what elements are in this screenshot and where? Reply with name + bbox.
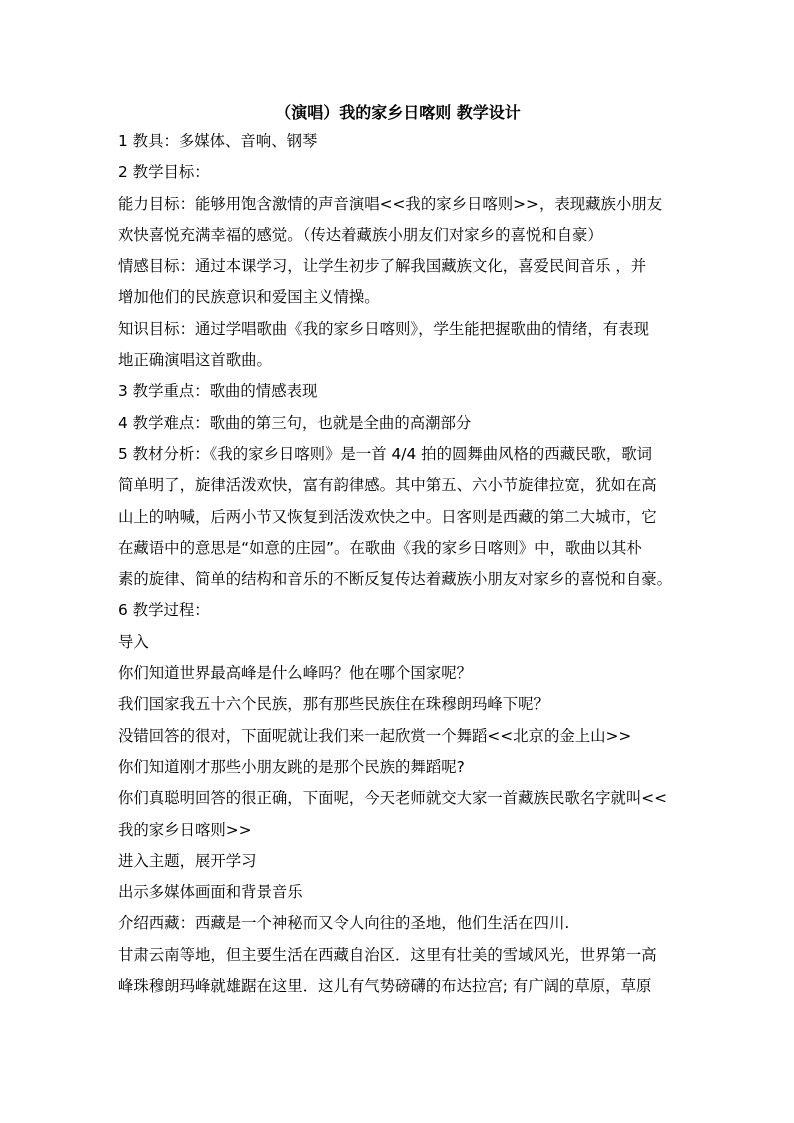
text-line: 地正确演唱这首歌曲。 [118, 351, 272, 370]
text-line: 3 教学重点：歌曲的情感表现 [118, 382, 318, 401]
text-line: 你们知道世界最高峰是什么峰吗？他在哪个国家呢？ [118, 664, 472, 683]
text-line: 知识目标：通过学唱歌曲《我的家乡日喀则》，学生能把握歌曲的情绪，有表现 [118, 319, 649, 338]
text-line: 欢快喜悦充满幸福的感觉。（传达着藏族小朋友们对家乡的喜悦和自豪） [118, 225, 603, 244]
text-line: 我们国家我五十六个民族，那有那些民族住在珠穆朗玛峰下呢？ [118, 695, 549, 714]
text-line: 我的家乡日喀则>> [118, 820, 252, 839]
text-line: 增加他们的民族意识和爱国主义情操。 [118, 288, 380, 307]
text-line: 山上的呐喊，后两小节又恢复到活泼欢快之中。日客则是西藏的第二大城市，它 [118, 507, 657, 526]
text-line: 情感目标：通过本课学习，让学生初步了解我国藏族文化，喜爱民间音乐 ，并 [118, 257, 647, 276]
text-line: 介绍西藏：西藏是一个神秘而又令人向往的圣地，他们生活在四川. [118, 914, 570, 933]
text-line: 甘肃云南等地，但主要生活在西藏自治区．这里有壮美的雪域风光，世界第一高 [118, 945, 657, 964]
text-line: 6 教学过程： [118, 601, 210, 620]
text-line: 进入主题，展开学习 [118, 851, 257, 870]
text-line: 简单明了，旋律活泼欢快，富有韵律感。其中第五、六小节旋律拉宽，犹如在高 [118, 476, 657, 495]
document-body [118, 126, 688, 1002]
text-line: 1 教具：多媒体、音响、钢琴 [118, 132, 318, 150]
text-line: 导入 [118, 632, 149, 651]
text-line: 峰珠穆朗玛峰就雄踞在这里．这儿有气势磅礴的布达拉宫; 有广阔的草原，草原 [118, 977, 652, 996]
text-line: 能力目标：能够用饱含激情的声音演唱<<我的家乡日喀则>>，表现藏族小朋友 [118, 194, 663, 213]
text-line: 出示多媒体画面和背景音乐 [118, 883, 303, 902]
text-line: 在藏语中的意思是“如意的庄园”。在歌曲《我的家乡日喀则》中，歌曲以其朴 [118, 538, 642, 557]
text-line: 5 教材分析：《我的家乡日喀则》是一首 4/4 拍的圆舞曲风格的西藏民歌，歌词 [118, 444, 653, 463]
text-line: 你们真聪明回答的很正确，下面呢，今天老师就交大家一首藏族民歌名字就叫<< [118, 789, 668, 808]
text-line: 素的旋律、简单的结构和音乐的不断反复传达着藏族小朋友对家乡的喜悦和自豪。 [118, 570, 673, 589]
text-line: 你们知道刚才那些小朋友跳的是那个民族的舞蹈呢? [118, 757, 465, 776]
text-line: 2 教学目标： [118, 163, 210, 182]
text-line: 4 教学难点：歌曲的第三句，也就是全曲的高潮部分 [118, 413, 472, 432]
text-line: 没错回答的很对，下面呢就让我们来一起欣赏一个舞蹈<<北京的金上山>> [118, 726, 632, 745]
document-title: （演唱）我的家乡日喀则 教学设计 [275, 103, 521, 122]
